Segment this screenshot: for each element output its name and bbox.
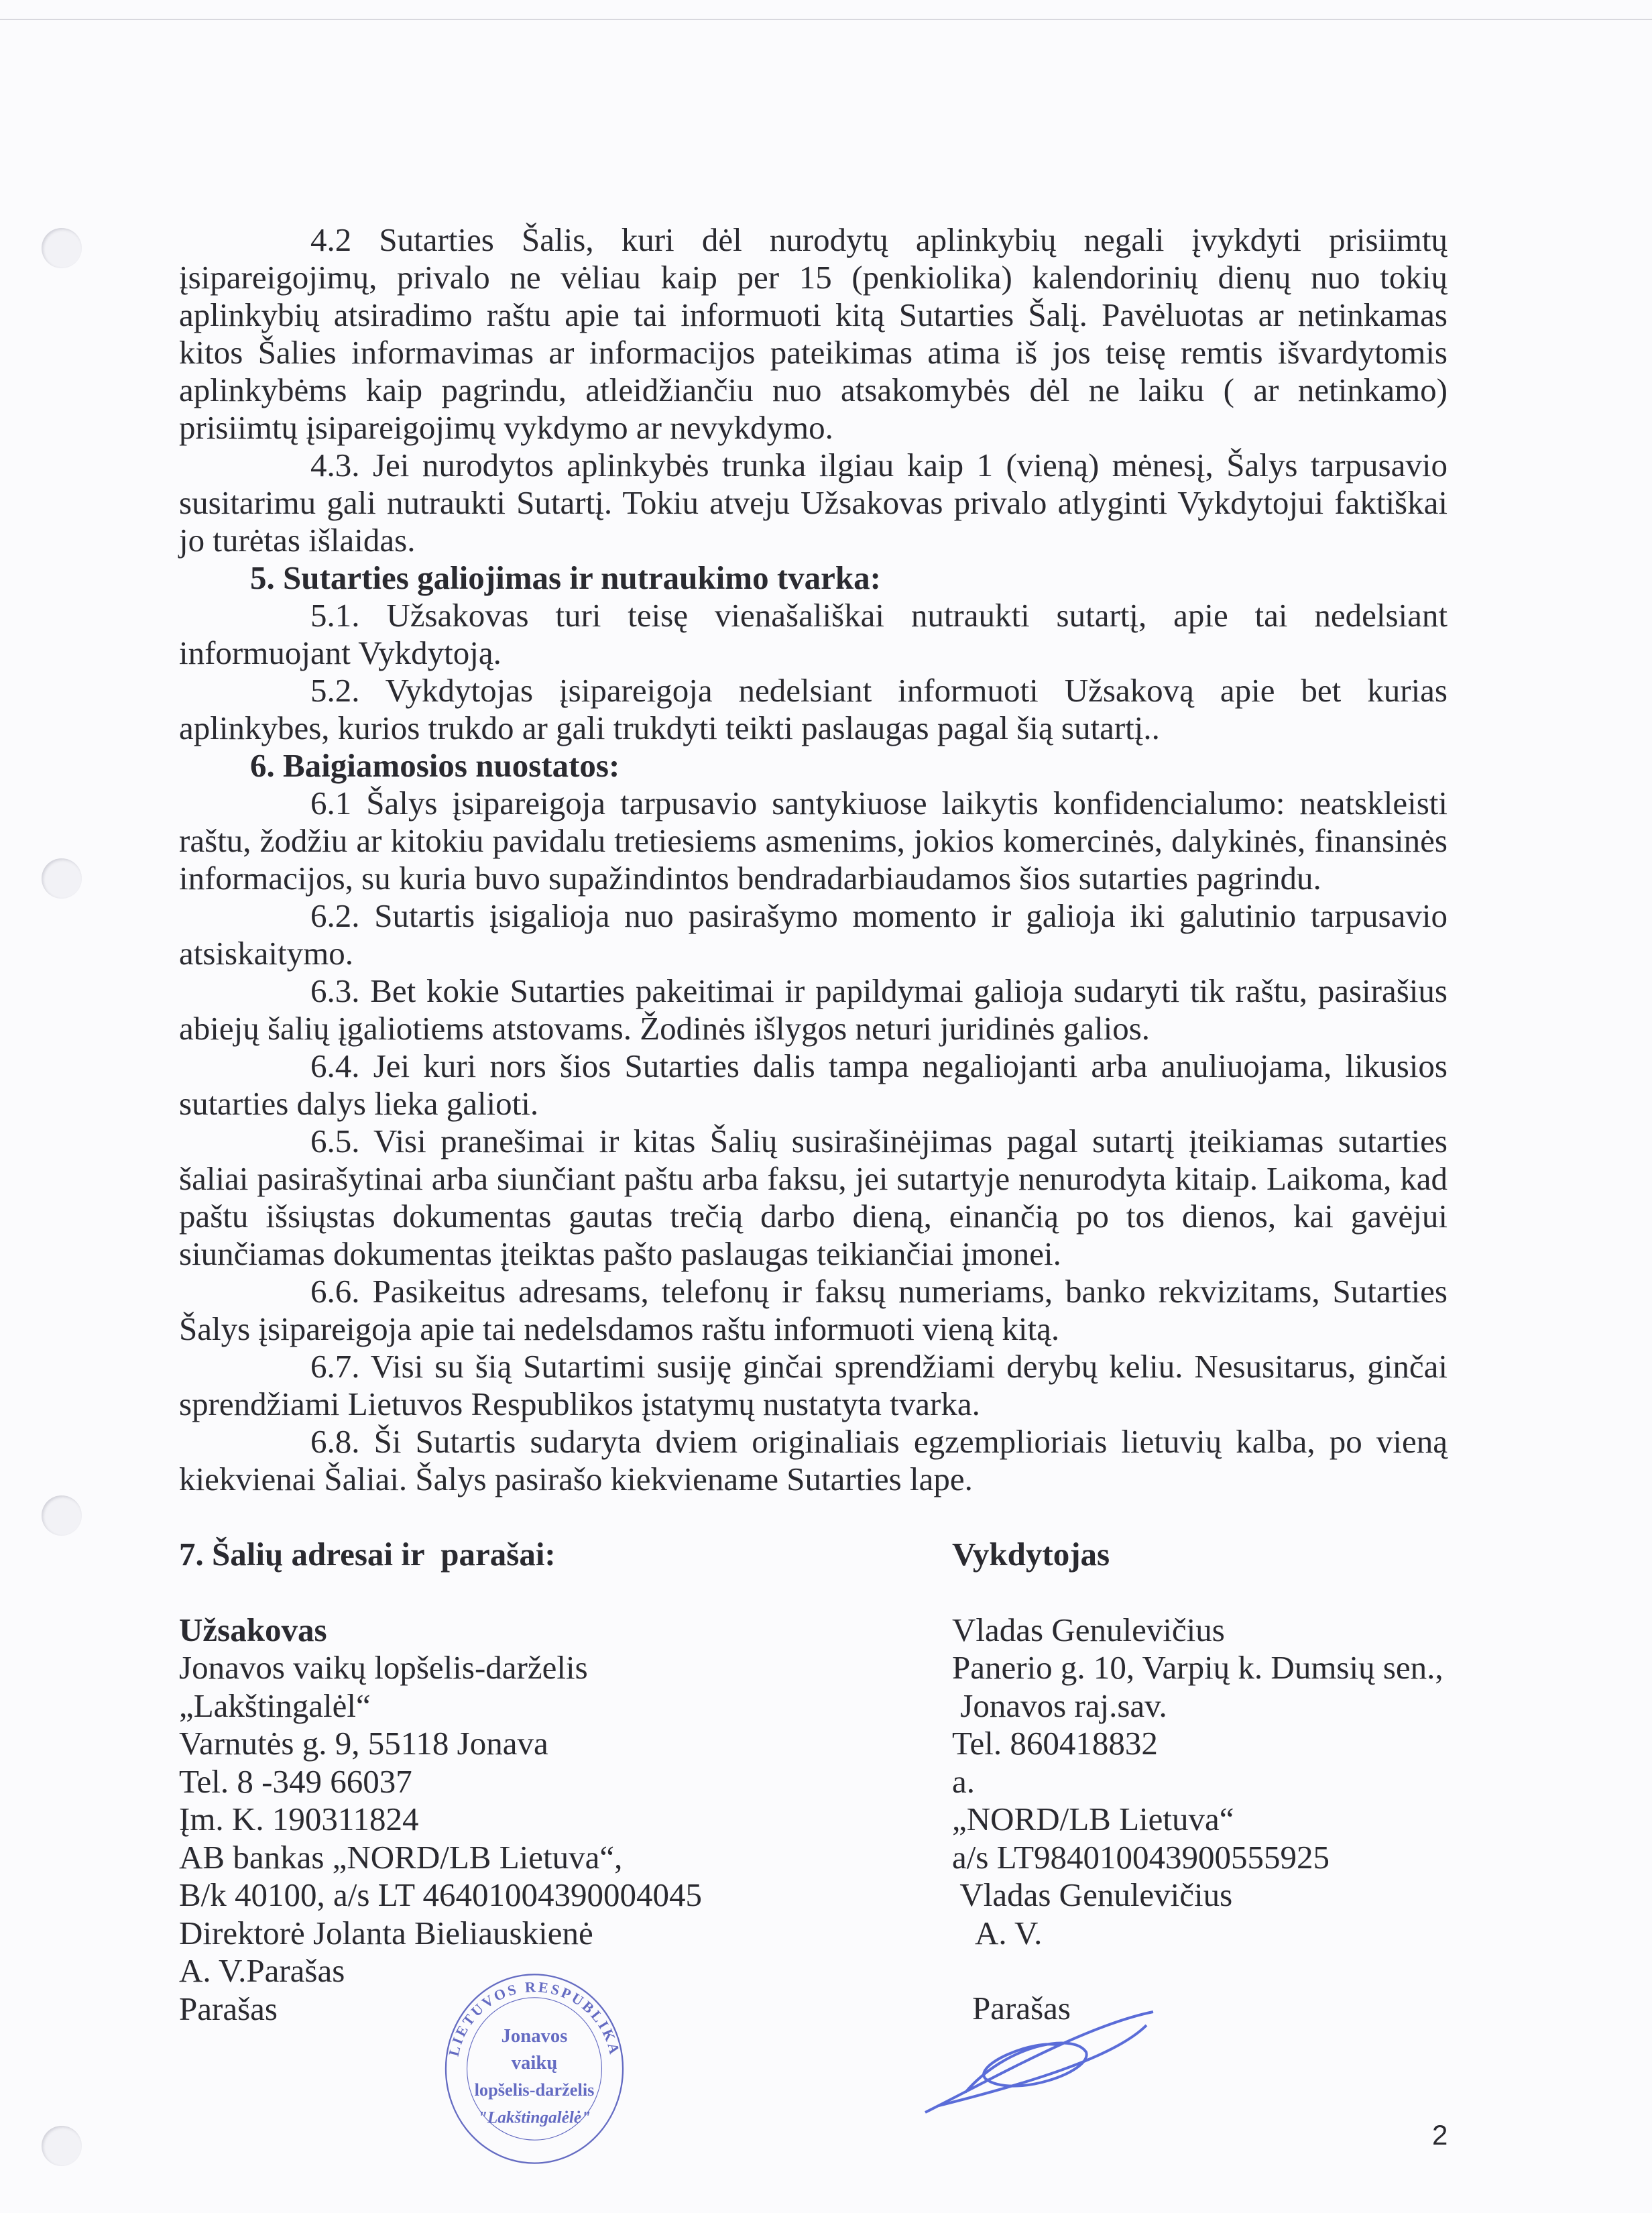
customer-block bbox=[179, 1536, 952, 2127]
clause-4-2: 4.2 Sutarties Šalis, kuri dėl nurodytų aplinkybių negali įvykdyti prisiimtų įsipareigojimų, privalo ne vėliau kaip per 15 (penkiolika) kalendorinių dienų nuo tokių aplinkybių atsiradimo raštu apie tai informuoti kitą Sutarties Šalį. Pavėluotas ar netinkamas kitos Šalies informavimas ar informacijos pateikimas atima iš jos teisę remtis išvardytomis aplinkybėms kaip pagrindu, atleidžiančiu nuo atsakomybės dėl ne laiku ( ar netinkamo) prisiimtų įsipareigojimų vykdymo ar nevykdymo. bbox=[179, 221, 1448, 446]
page-number: 2 bbox=[1432, 2119, 1448, 2151]
institution-stamp bbox=[434, 1965, 635, 2173]
page-content bbox=[179, 221, 1448, 2127]
contractor-signature bbox=[912, 1998, 1167, 2126]
contractor-line: Vladas Genulevičius bbox=[952, 1611, 1225, 1648]
clause-6-3: 6.3. Bet kokie Sutarties pakeitimai ir papildymai galioja sudaryti tik raštu, pasirašius abiejų šalių įgaliotiems atstovams. Žodinės išlygos neturi juridinės galios. bbox=[179, 972, 1448, 1047]
contract-body bbox=[179, 221, 1448, 1498]
clause-6-4: 6.4. Jei kuri nors šios Sutarties dalis tampa negaliojanti arba anuliuojama, likusios sutarties dalys lieka galioti. bbox=[179, 1047, 1448, 1122]
clause-5-2: 5.2. Vykdytojas įsipareigoja nedelsiant informuoti Užsakovą apie bet kurias aplinkybes, kurios trukdo ar gali trukdyti teikti paslaugas pagal šią sutartį.. bbox=[179, 672, 1448, 746]
stamp-line: vaikų bbox=[511, 2052, 558, 2074]
customer-line: B/k 40100, a/s LT 46401004390004045 bbox=[179, 1876, 702, 1913]
section-6-heading: 6. Baigiamosios nuostatos: bbox=[250, 747, 620, 784]
contractor-line: a. bbox=[952, 1762, 975, 1800]
contractor-line: A. V. bbox=[952, 1914, 1043, 1951]
customer-line: Parašas bbox=[179, 1990, 278, 2027]
contractor-block bbox=[952, 1536, 1448, 2028]
clause-6-1: 6.1 Šalys įsipareigoja tarpusavio santykiuose laikytis konfidencialumo: neatskleisti raštu, žodžiu ar kitokiu pavidalu tretiesiems asmenims, jokios komercinės, dalykinės, finansinės informacijos, su kuria buvo supažindintos bendradarbiaudamos šios sutarties pagrindu. bbox=[179, 785, 1448, 897]
punch-hole bbox=[42, 2126, 82, 2166]
contractor-line: a/s LT984010043900555925 bbox=[952, 1838, 1330, 1876]
punch-hole bbox=[42, 858, 82, 899]
section-7-heading: 7. Šalių adresai ir parašai: bbox=[179, 1536, 556, 1573]
stamp-line: "Lakštingalėlė" bbox=[477, 2108, 591, 2127]
clause-6-6: 6.6. Pasikeitus adresams, telefonų ir faksų numeriams, banko rekvizitams, Sutarties Šalys įsipareigoja apie tai nedelsdamos raštu informuoti vieną kitą. bbox=[179, 1273, 1448, 1347]
clause-6-5: 6.5. Visi pranešimai ir kitas Šalių susirašinėjimas pagal sutartį įteikiamas sutarties šaliai pasirašytinai arba siunčiant paštu arba faksu, jei sutartyje nenurodyta kitaip. Laikoma, kad paštu išsiųstas dokumentas gautas trečią darbo dieną, einančią po tos dienos, kai gavėjui siunčiamas dokumentas įteiktas pašto paslaugas teikiančiai įmonei. bbox=[179, 1123, 1448, 1272]
signature-section bbox=[179, 1536, 1448, 2127]
stamp-line: lopšelis-darželis bbox=[474, 2080, 595, 2100]
clause-6-8: 6.8. Ši Sutartis sudaryta dviem originaliais egzemplioriais lietuvių kalba, po vieną kiekvienai Šaliai. Šalys pasirašo kiekviename Sutarties lape. bbox=[179, 1423, 1448, 1497]
scan-edge bbox=[0, 19, 1652, 20]
customer-line: AB bankas „NORD/LB Lietuva“, bbox=[179, 1838, 623, 1876]
punch-hole bbox=[42, 228, 82, 268]
contractor-line: Panerio g. 10, Varpių k. Dumsių sen., bbox=[952, 1649, 1443, 1686]
customer-line: Įm. K. 190311824 bbox=[179, 1801, 419, 1837]
punch-hole bbox=[42, 1495, 82, 1536]
section-5-heading: 5. Sutarties galiojimas ir nutraukimo tvarka: bbox=[250, 559, 881, 596]
signature-label: Parašas bbox=[972, 1990, 1071, 2027]
customer-line: „Lakštingalėl“ bbox=[179, 1687, 371, 1724]
clause-6-2: 6.2. Sutartis įsigalioja nuo pasirašymo momento ir galioja iki galutinio tarpusavio atsiskaitymo. bbox=[179, 897, 1448, 972]
contractor-role: Vykdytojas bbox=[952, 1536, 1110, 1573]
contractor-line: Tel. 860418832 bbox=[952, 1725, 1158, 1762]
stamp-outer-text: LIETUVOS RESPUBLIKA bbox=[445, 1978, 624, 2058]
customer-role: Užsakovas bbox=[179, 1611, 327, 1648]
clause-5-1: 5.1. Užsakovas turi teisę vienašališkai nutraukti sutartį, apie tai nedelsiant informuojant Vykdytoją. bbox=[179, 597, 1448, 671]
contractor-line: „NORD/LB Lietuva“ bbox=[952, 1801, 1234, 1837]
customer-line: A. V.Parašas bbox=[179, 1952, 345, 1989]
stamp-line: Jonavos bbox=[501, 2025, 568, 2047]
clause-4-3: 4.3. Jei nurodytos aplinkybės trunka ilgiau kaip 1 (vieną) mėnesį, Šalys tarpusavio susitarimu gali nutraukti Sutartį. Tokiu atveju Užsakovas privalo atlyginti Vykdytojui faktiškai jo turėtas išlaidas. bbox=[179, 447, 1448, 559]
customer-line: Jonavos vaikų lopšelis-darželis bbox=[179, 1649, 588, 1686]
customer-line: Direktorė Jolanta Bieliauskienė bbox=[179, 1914, 593, 1951]
contractor-line: Vladas Genulevičius bbox=[952, 1876, 1233, 1913]
contractor-line: Jonavos raj.sav. bbox=[952, 1687, 1167, 1724]
customer-line: Varnutės g. 9, 55118 Jonava bbox=[179, 1725, 548, 1762]
clause-6-7: 6.7. Visi su šią Sutartimi susiję ginčai sprendžiami derybų keliu. Nesusitarus, ginčai sprendžiami Lietuvos Respublikos įstatymų nustatyta tvarka. bbox=[179, 1348, 1448, 1422]
customer-line: Tel. 8 -349 66037 bbox=[179, 1762, 412, 1800]
